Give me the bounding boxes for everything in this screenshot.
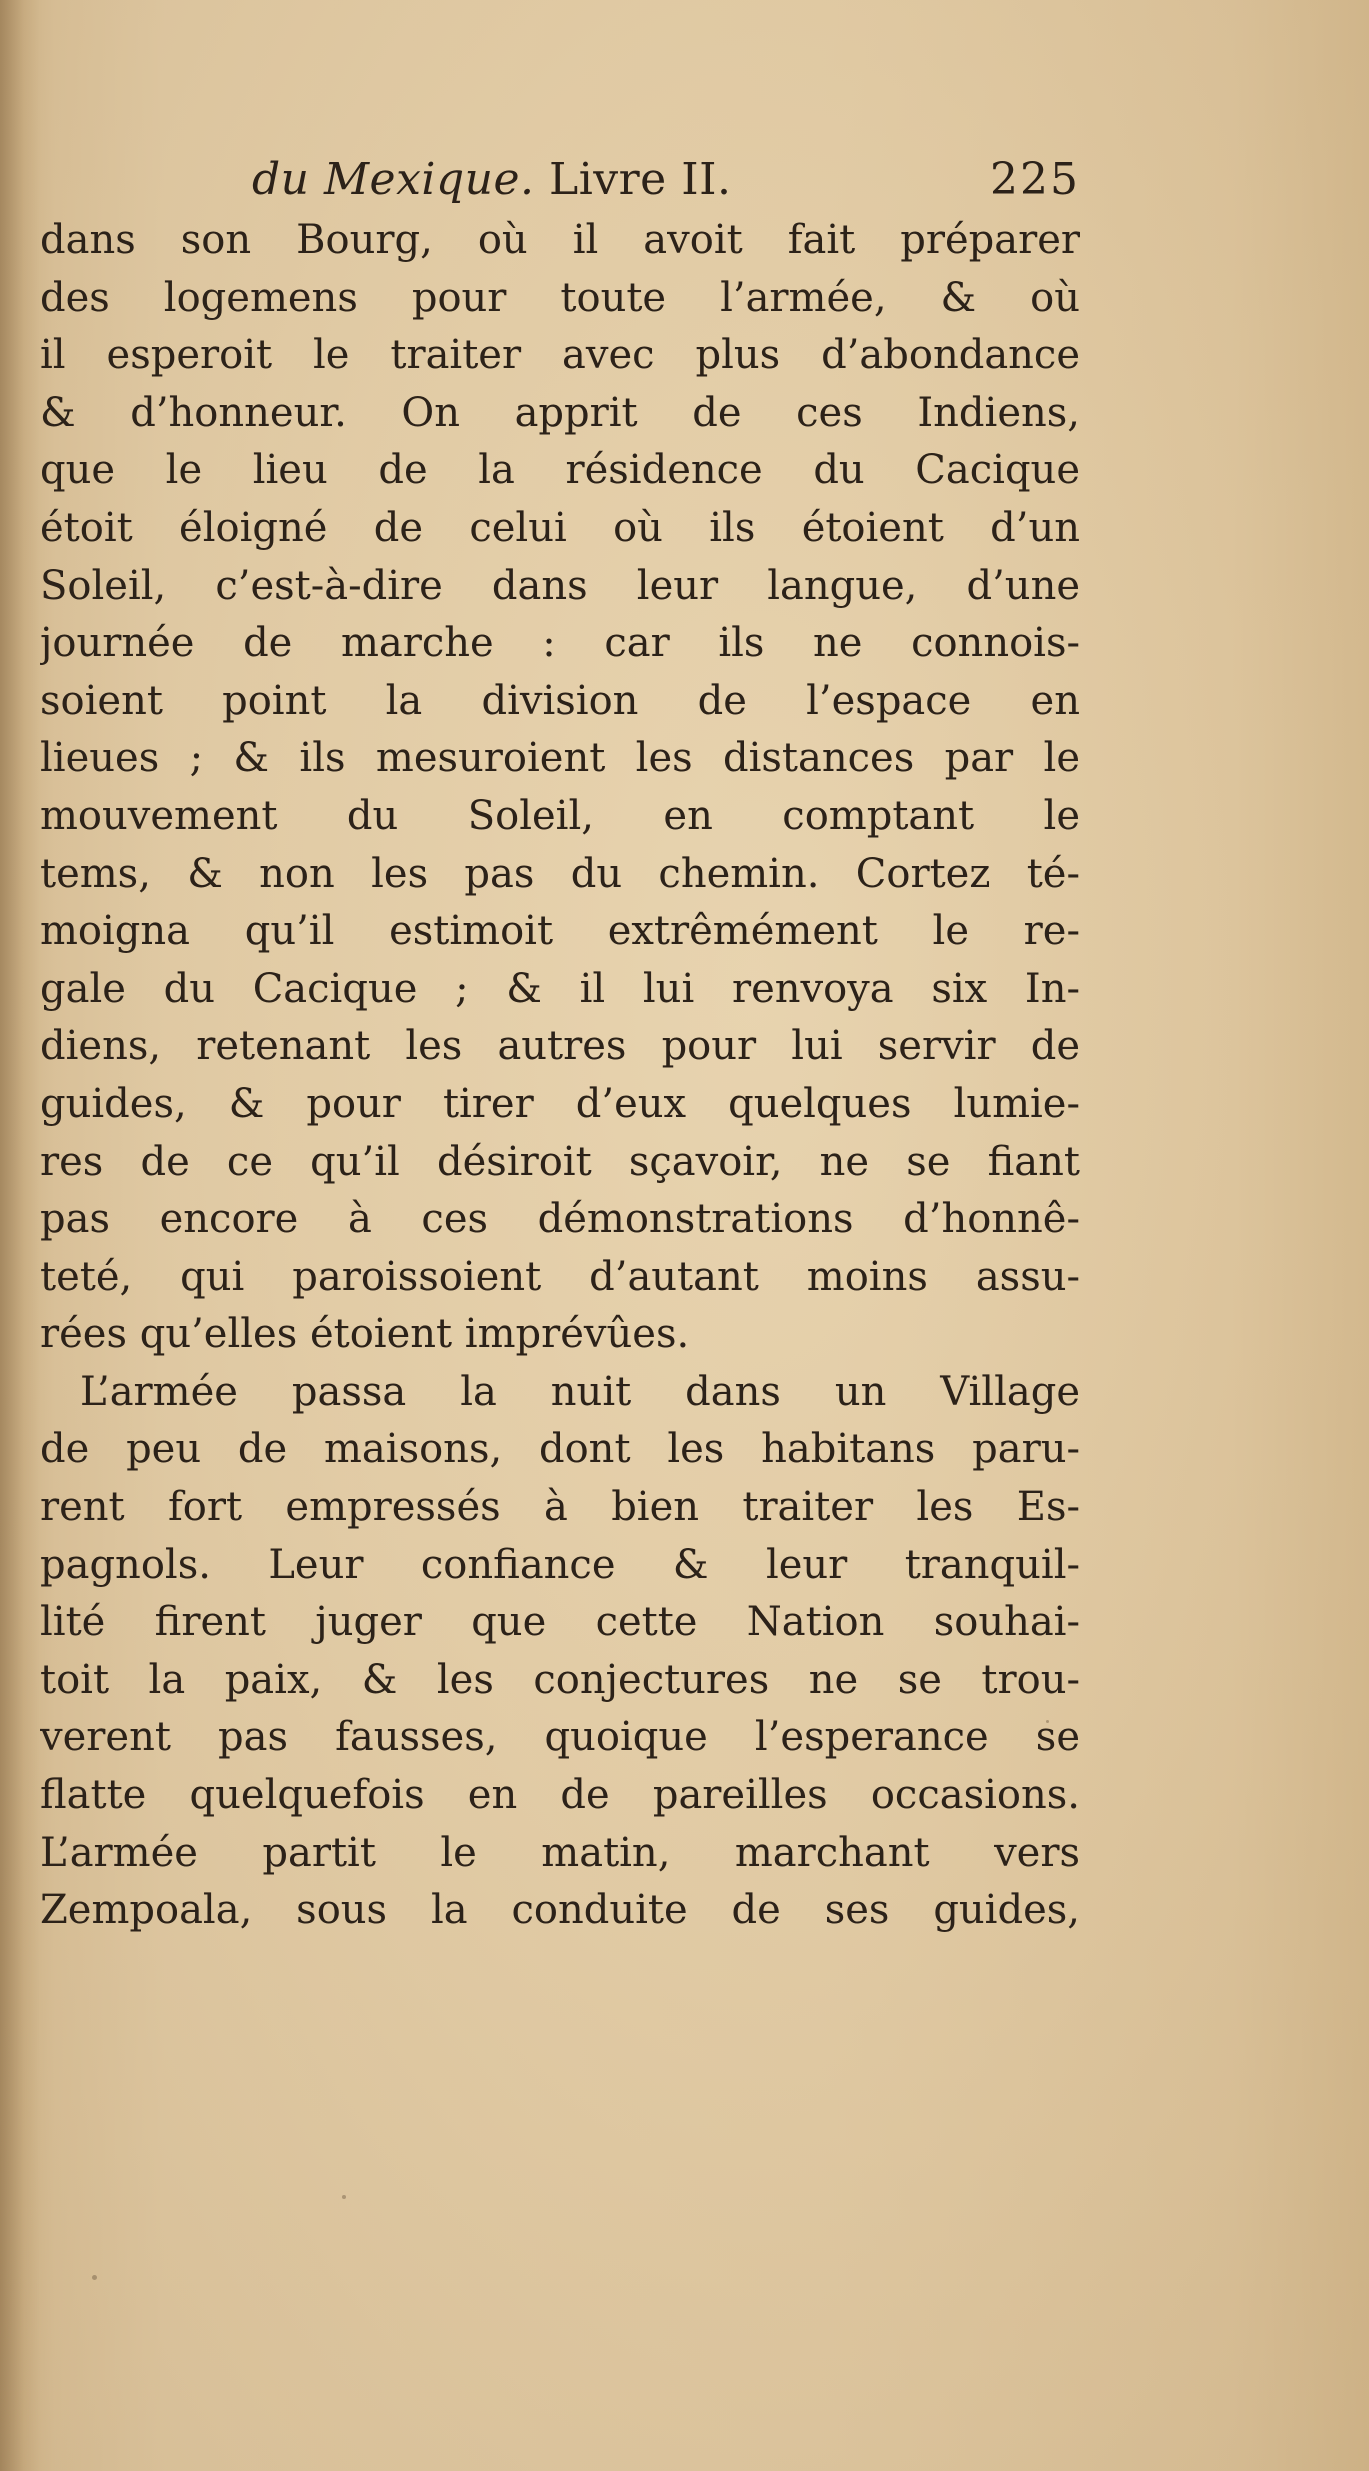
text-line: tems, & non les pas du chemin. Cortez té- bbox=[40, 850, 1080, 897]
text-line: toit la paix, & les conjectures ne se trou- bbox=[40, 1656, 1080, 1703]
text-line: L’armée partit le matin, marchant vers bbox=[40, 1829, 1080, 1876]
running-title-italic: du Mexique. bbox=[252, 154, 535, 205]
text-line: diens, retenant les autres pour lui servir de bbox=[40, 1023, 1080, 1070]
text-line: Soleil, c’est-à-dire dans leur langue, d’une bbox=[40, 562, 1080, 609]
running-title-book: Livre II. bbox=[549, 154, 732, 205]
text-line: flatte quelquefois en de pareilles occasions. bbox=[40, 1772, 1080, 1819]
text-line: res de ce qu’il désiroit sçavoir, ne se fiant bbox=[40, 1138, 1080, 1185]
text-line: de peu de maisons, dont les habitans paru- bbox=[40, 1426, 1080, 1473]
text-line: guides, & pour tirer d’eux quelques lumie- bbox=[40, 1080, 1080, 1127]
text-line: lité firent juger que cette Nation souhai- bbox=[40, 1599, 1080, 1646]
text-line: L’armée passa la nuit dans un Village bbox=[80, 1368, 1080, 1415]
running-title bbox=[252, 150, 731, 210]
text-line: soient point la division de l’espace en bbox=[40, 677, 1080, 724]
text-line: dans son Bourg, où il avoit fait préparer bbox=[40, 217, 1080, 263]
text-line: que le lieu de la résidence du Cacique bbox=[40, 447, 1080, 494]
text-line: des logemens pour toute l’armée, & où bbox=[40, 274, 1080, 321]
paper-speck bbox=[342, 2195, 346, 2199]
paper-speck bbox=[1046, 1720, 1049, 1723]
text-line: journée de marche : car ils ne connois- bbox=[40, 620, 1080, 667]
text-line: gale du Cacique ; & il lui renvoya six In- bbox=[40, 965, 1080, 1012]
text-line: teté, qui paroissoient d’autant moins assu- bbox=[40, 1253, 1080, 1300]
text-line: & d’honneur. On apprit de ces Indiens, bbox=[40, 389, 1080, 436]
text-line: pas encore à ces démonstrations d’honnê- bbox=[40, 1196, 1080, 1243]
text-line: verent pas fausses, quoique l’esperance se bbox=[40, 1714, 1080, 1761]
text-line: mouvement du Soleil, en comptant le bbox=[40, 792, 1080, 839]
body-text bbox=[40, 212, 1080, 1940]
text-line: lieues ; & ils mesuroient les distances par le bbox=[40, 735, 1080, 782]
paper-speck bbox=[92, 2275, 97, 2280]
text-line: pagnols. Leur confiance & leur tranquil- bbox=[40, 1541, 1080, 1588]
text-line: Zempoala, sous la conduite de ses guides, bbox=[40, 1887, 1080, 1934]
text-line: rées qu’elles étoient imprévûes. bbox=[40, 1311, 690, 1358]
running-head bbox=[40, 150, 1080, 210]
text-line: étoit éloigné de celui où ils étoient d’un bbox=[40, 504, 1080, 551]
gutter-shadow bbox=[0, 0, 40, 2471]
text-line: il esperoit le traiter avec plus d’abondance bbox=[40, 332, 1080, 379]
text-line: rent fort empressés à bien traiter les Es- bbox=[40, 1484, 1080, 1531]
text-line: moigna qu’il estimoit extrêmément le re- bbox=[40, 908, 1080, 955]
page-number: 225 bbox=[990, 154, 1080, 205]
